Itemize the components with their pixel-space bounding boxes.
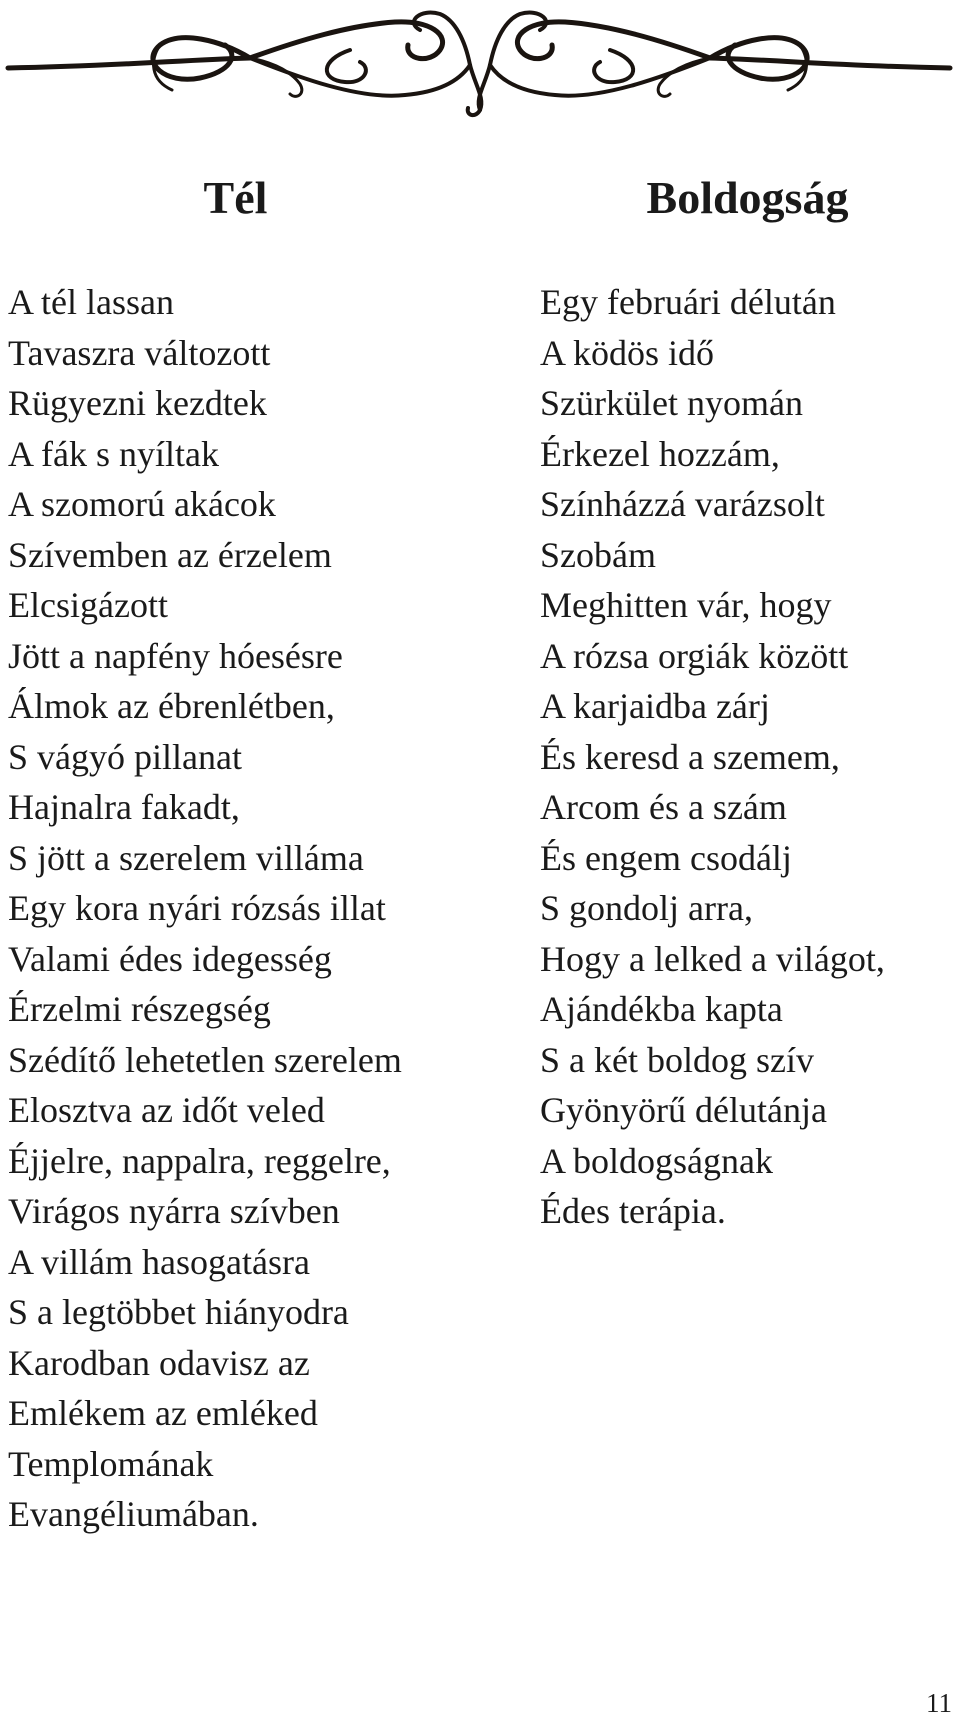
flourish-divider-icon bbox=[0, 0, 960, 130]
poem-line: A karjaidba zárj bbox=[540, 686, 770, 726]
poem-line: Emlékem az emléked bbox=[8, 1393, 318, 1433]
poem-line: A tél lassan bbox=[8, 282, 174, 322]
poem-line: Szívemben az érzelem bbox=[8, 534, 332, 575]
poem-line: Templomának bbox=[8, 1443, 214, 1484]
poem-line: Szobám bbox=[540, 534, 656, 575]
poem-line: Jött a napfény hóesésre bbox=[8, 635, 343, 676]
poem-line: Érkezel hozzám, bbox=[540, 433, 780, 474]
poem-line: Gyönyörű délutánja bbox=[540, 1090, 827, 1130]
poem-line: S a legtöbbet hiányodra bbox=[8, 1292, 349, 1332]
poem-line: Tavaszra változott bbox=[8, 332, 271, 373]
poem-title: Boldogság bbox=[646, 172, 849, 223]
poem-line: És engem csodálj bbox=[540, 837, 792, 878]
poem-line: A ködös idő bbox=[540, 332, 715, 373]
poem-lines bbox=[540, 277, 885, 1237]
poem-line: Evangéliumában. bbox=[8, 1494, 259, 1534]
poem-line: Érzelmi részegség bbox=[8, 989, 271, 1029]
poem-line: Álmok az ébrenlétben, bbox=[8, 686, 335, 726]
poem-line: És keresd a szemem, bbox=[540, 736, 840, 777]
poem-line: Valami édes idegesség bbox=[8, 938, 332, 979]
poem-line: S vágyó pillanat bbox=[8, 736, 242, 777]
page-number: 11 bbox=[926, 1688, 952, 1718]
poem-line: Színházzá varázsolt bbox=[540, 484, 825, 524]
poem-line: Szürkület nyomán bbox=[540, 383, 803, 423]
poem-line: Egy februári délután bbox=[540, 282, 836, 322]
poem-line: Rügyezni kezdtek bbox=[8, 383, 267, 423]
poem-line: Karodban odavisz az bbox=[8, 1342, 310, 1383]
poem-line: Ajándékba kapta bbox=[540, 989, 783, 1029]
poem-boldogsag bbox=[540, 168, 955, 1231]
poem-line: S gondolj arra, bbox=[540, 888, 753, 928]
poem-line: Elcsigázott bbox=[8, 585, 168, 625]
poem-line: Éjjelre, nappalra, reggelre, bbox=[8, 1140, 391, 1181]
poem-line: Hajnalra fakadt, bbox=[8, 787, 240, 827]
poem-line: Elosztva az időt veled bbox=[8, 1090, 325, 1130]
poem-line: Hogy a lelked a világot, bbox=[540, 938, 885, 979]
poem-line: Arcom és a szám bbox=[540, 787, 787, 827]
poem-line: A villám hasogatásra bbox=[8, 1241, 310, 1282]
poem-line: Meghitten vár, hogy bbox=[540, 585, 832, 625]
poem-line: Egy kora nyári rózsás illat bbox=[8, 888, 386, 928]
poem-line: A rózsa orgiák között bbox=[540, 635, 849, 676]
poem-line: Szédítő lehetetlen szerelem bbox=[8, 1039, 402, 1080]
poem-line: A boldogságnak bbox=[540, 1140, 773, 1181]
poem-tel bbox=[8, 168, 468, 1534]
poem-line: Édes terápia. bbox=[540, 1191, 726, 1231]
poem-line: A fák s nyíltak bbox=[8, 433, 219, 474]
poem-line: S jött a szerelem villáma bbox=[8, 837, 364, 878]
poem-line: Virágos nyárra szívben bbox=[8, 1191, 340, 1231]
poem-lines bbox=[8, 277, 402, 1540]
poem-title: Tél bbox=[203, 172, 268, 223]
poem-line: A szomorú akácok bbox=[8, 484, 276, 524]
poem-line: S a két boldog szív bbox=[540, 1039, 814, 1080]
